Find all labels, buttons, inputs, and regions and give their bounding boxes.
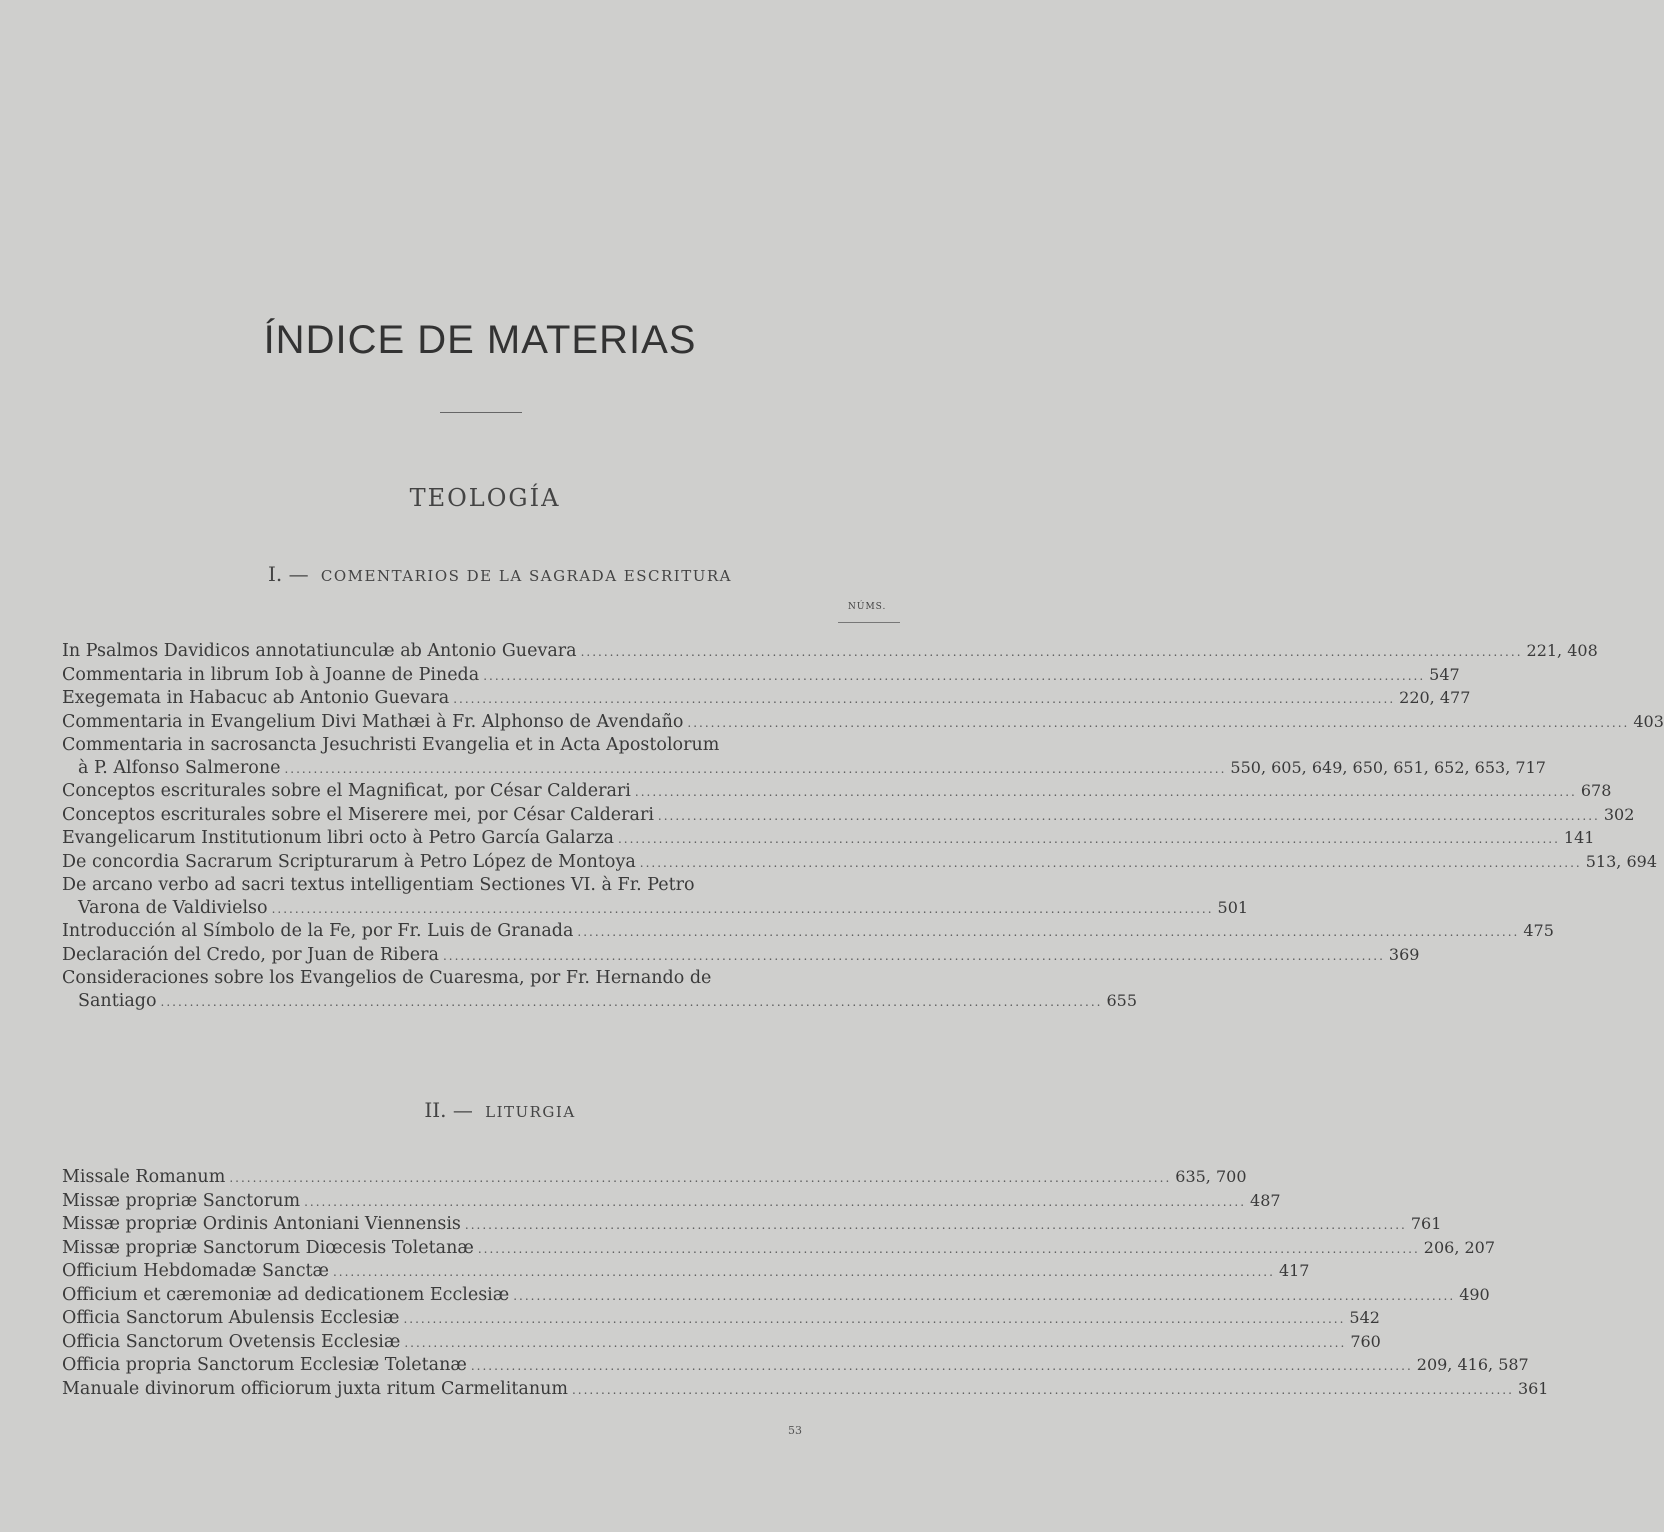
list-item-first-line: Commentaria in sacrosancta Jesuchristi Evangelia et in Acta Apostolorum: [62, 735, 720, 755]
subsection-2-title: [0, 1098, 1000, 1122]
list-item: Officia Sanctorum Ovetensis Ecclesiæ ..... 760: [62, 1331, 896, 1355]
list-item: Declaración del Credo, por Juan de Ribera ..... 369: [62, 944, 896, 968]
page-title: ÍNDICE DE MATERIAS: [263, 318, 697, 362]
list-item: Commentaria in librum Iob à Joanne de Pineda ..... 547: [62, 664, 896, 688]
title-divider: [440, 412, 522, 413]
list-item: Missæ propriæ Ordinis Antoniani Viennensis ..... 761: [62, 1213, 896, 1237]
nums-column-label: NÚMS.: [848, 602, 887, 612]
list-item: Officia Sanctorum Abulensis Ecclesiæ ..... 542: [62, 1307, 896, 1331]
list-item: Missæ propriæ Sanctorum Diœcesis Toletanæ ..... 206, 207: [62, 1237, 896, 1261]
list-item: Exegemata in Habacuc ab Antonio Guevara ..... 220, 477: [62, 687, 896, 711]
subsection-1-number: I. —: [267, 562, 309, 586]
list-item: à P. Alfonso Salmerone ..... 550, 605, 649, 650, 651, 652, 653, 717: [62, 757, 896, 781]
list-item-first-line: Consideraciones sobre los Evangelios de Cuaresma, por Fr. Hernando de: [62, 968, 712, 988]
list-item: Conceptos escriturales sobre el Miserere mei, por César Calderari ..... 302: [62, 804, 896, 828]
commentary-list: [62, 640, 1664, 1013]
list-item: Introducción al Símbolo de la Fe, por Fr. Luis de Granada ..... 475: [62, 920, 896, 944]
list-item: Santiago ..... 655: [62, 990, 896, 1014]
subsection-1-label: COMENTARIOS DE LA SAGRADA ESCRITURA: [320, 567, 733, 585]
nums-column-rule: [838, 622, 900, 623]
list-item: Manuale divinorum officiorum juxta ritum Carmelitanum ..... 361: [62, 1378, 896, 1402]
page-folio: 53: [788, 1424, 802, 1437]
list-item: Officium Hebdomadæ Sanctæ ..... 417: [62, 1260, 896, 1284]
list-item: In Psalmos Davidicos annotatiunculæ ab Antonio Guevara ..... 221, 408: [62, 640, 896, 664]
subsection-2-label: LITURGIA: [485, 1103, 576, 1121]
list-item: Officia propria Sanctorum Ecclesiæ Toletanæ ..... 209, 416, 587: [62, 1354, 896, 1378]
subsection-1-title: [0, 562, 1000, 586]
list-item: Commentaria in Evangelium Divi Mathæi à Fr. Alphonso de Avendaño ..... 403: [62, 711, 896, 735]
list-item: Conceptos escriturales sobre el Magnificat, por César Calderari ..... 678: [62, 780, 896, 804]
liturgy-list: [62, 1166, 1549, 1401]
list-item: De concordia Sacrarum Scripturarum à Petro López de Montoya ..... 513, 694: [62, 851, 896, 875]
list-item: Officium et cæremoniæ ad dedicationem Ecclesiæ ..... 490: [62, 1284, 896, 1308]
list-item: Missale Romanum ..... 635, 700: [62, 1166, 896, 1190]
section-title: TEOLOGÍA: [409, 484, 561, 512]
list-item: Evangelicarum Institutionum libri octo à Petro García Galarza ..... 141: [62, 827, 896, 851]
list-item-first-line: De arcano verbo ad sacri textus intelligentiam Sectiones VI. à Fr. Petro: [62, 875, 695, 895]
list-item: Varona de Valdivielso ..... 501: [62, 897, 896, 921]
subsection-2-number: II. —: [424, 1098, 473, 1122]
list-item: Missæ propriæ Sanctorum ..... 487: [62, 1190, 896, 1214]
